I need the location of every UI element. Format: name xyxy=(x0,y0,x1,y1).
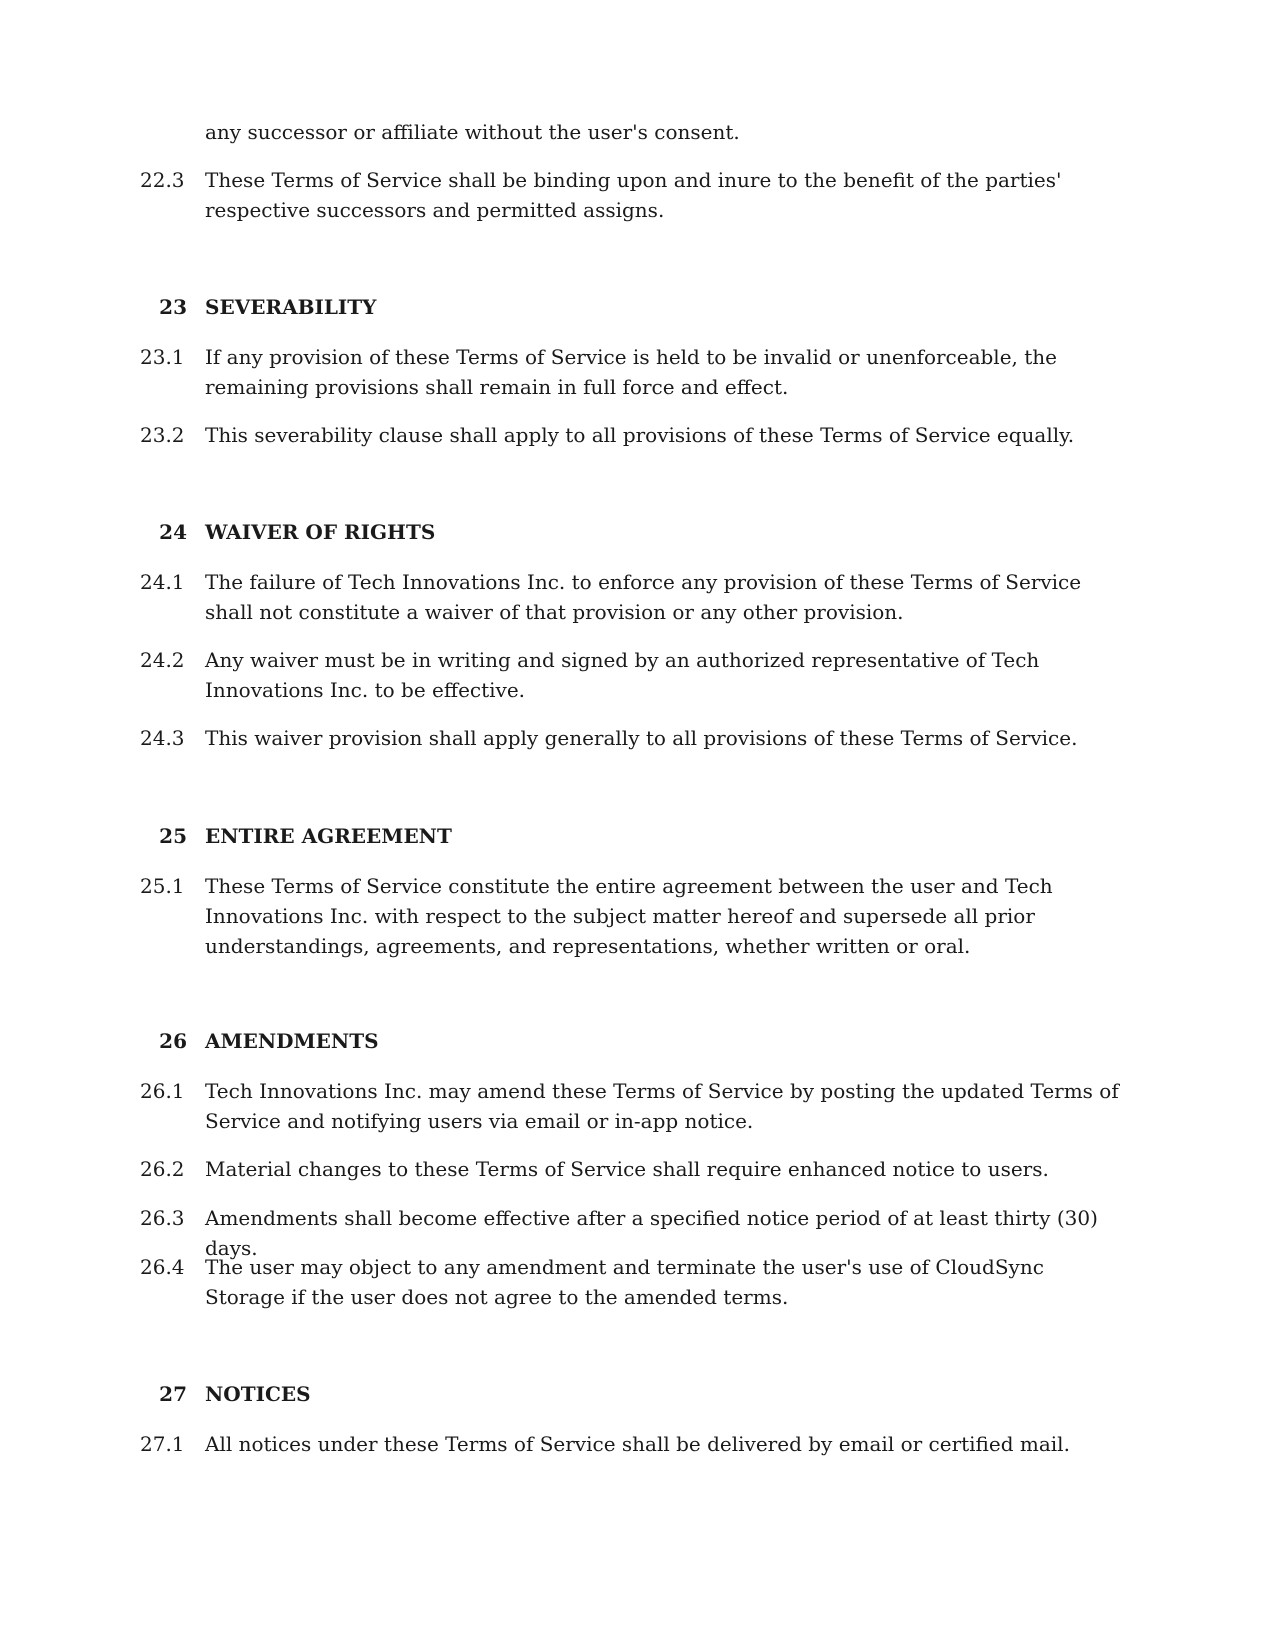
clause-number: 24.1 xyxy=(140,570,185,594)
clause-26-2 xyxy=(140,1154,1130,1184)
clause-number: 27.1 xyxy=(140,1432,185,1456)
clause-23-2 xyxy=(140,420,1130,450)
clause-text: Material changes to these Terms of Service shall require enhanced notice to users. xyxy=(205,1157,1049,1181)
section-title: WAIVER OF RIGHTS xyxy=(205,520,436,544)
clause-26-4 xyxy=(140,1252,1130,1312)
clause-number: 26.3 xyxy=(140,1206,185,1230)
clause-text: If any provision of these Terms of Service is held to be invalid or unenforceable, the remaining provisions shall remain in full force and effect. xyxy=(205,345,1058,399)
section-number: 27 xyxy=(159,1382,187,1406)
section-heading-26 xyxy=(140,1026,1130,1056)
section-title: NOTICES xyxy=(205,1382,311,1406)
clause-24-3 xyxy=(140,723,1130,753)
section-number: 26 xyxy=(159,1029,187,1053)
section-heading-24 xyxy=(140,517,1130,547)
clause-number: 24.3 xyxy=(140,726,185,750)
clause-text: Tech Innovations Inc. may amend these Terms of Service by posting the updated Terms of Service and notifying users via email or in-app notice. xyxy=(205,1079,1119,1133)
section-title: SEVERABILITY xyxy=(205,295,377,319)
clause-23-1 xyxy=(140,342,1130,402)
clause-25-1 xyxy=(140,871,1130,961)
clause-number: 23.1 xyxy=(140,345,185,369)
clause-number: 23.2 xyxy=(140,423,185,447)
clause-number: 24.2 xyxy=(140,648,185,672)
clause-26-1 xyxy=(140,1076,1130,1136)
clause-text: This severability clause shall apply to all provisions of these Terms of Service equally. xyxy=(205,423,1075,447)
clause-text: Any waiver must be in writing and signed by an authorized representative of Tech Innovations Inc. to be effective. xyxy=(205,648,1040,702)
clause-24-2 xyxy=(140,645,1130,705)
clause-number: 26.4 xyxy=(140,1255,185,1279)
section-title: ENTIRE AGREEMENT xyxy=(205,824,452,848)
section-heading-23 xyxy=(140,292,1130,322)
clause-24-1 xyxy=(140,567,1130,627)
clause-number: 25.1 xyxy=(140,874,185,898)
clause-text: Amendments shall become effective after a specified notice period of at least thirty (30) days. xyxy=(205,1206,1098,1260)
clause-number: 22.3 xyxy=(140,168,185,192)
section-number: 25 xyxy=(159,824,187,848)
clause-text: These Terms of Service shall be binding upon and inure to the benefit of the parties' respective successors and permitted assigns. xyxy=(205,168,1062,222)
clause-text: All notices under these Terms of Service shall be delivered by email or certified mail. xyxy=(205,1432,1070,1456)
clause-text: This waiver provision shall apply generally to all provisions of these Terms of Service. xyxy=(205,726,1078,750)
section-number: 24 xyxy=(159,520,187,544)
clause-number: 26.2 xyxy=(140,1157,185,1181)
section-title: AMENDMENTS xyxy=(205,1029,379,1053)
clause-text: The failure of Tech Innovations Inc. to enforce any provision of these Terms of Service shall not constitute a waiver of that provision or any other provision. xyxy=(205,570,1082,624)
clause-text: These Terms of Service constitute the entire agreement between the user and Tech Innovations Inc. with respect to the subject matter hereof and supersede all prior understandings, agreements, and representations, whether written or oral. xyxy=(205,874,1053,958)
clause-number: 26.1 xyxy=(140,1079,185,1103)
clause-text: The user may object to any amendment and terminate the user's use of CloudSync Storage if the user does not agree to the amended terms. xyxy=(205,1255,1044,1309)
continuation-paragraph: any successor or affiliate without the user's consent. xyxy=(205,120,740,144)
section-heading-25 xyxy=(140,821,1130,851)
clause-22-3 xyxy=(140,165,1130,225)
clause-27-1 xyxy=(140,1429,1130,1459)
section-heading-27 xyxy=(140,1379,1130,1409)
section-number: 23 xyxy=(159,295,187,319)
